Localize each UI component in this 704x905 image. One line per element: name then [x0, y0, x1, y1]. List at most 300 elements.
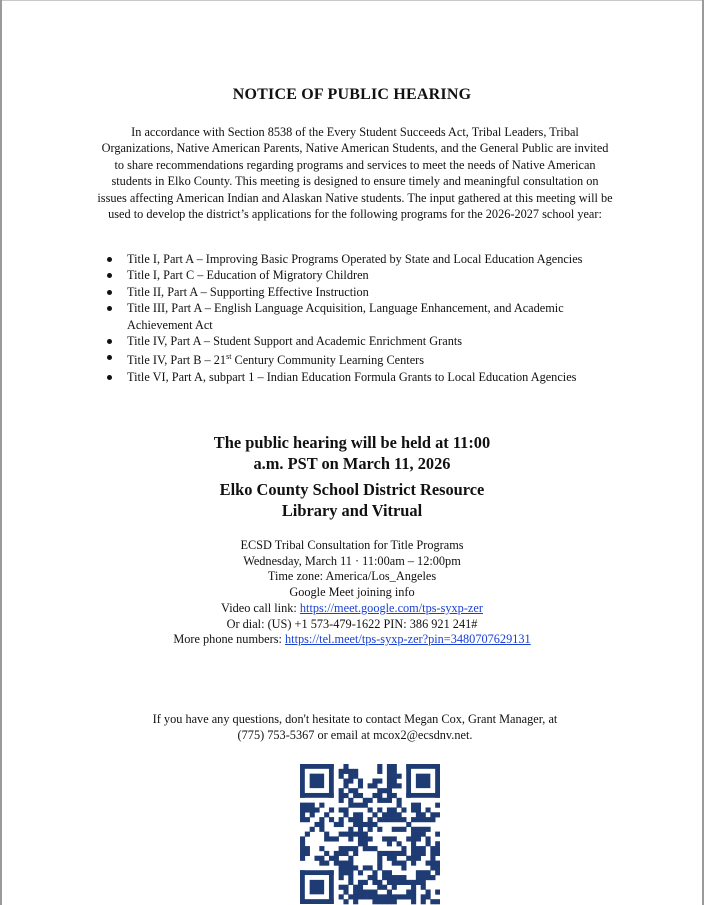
- qr-module: [416, 827, 421, 832]
- qr-module: [372, 894, 377, 899]
- program-item: [104, 349, 624, 369]
- qr-module: [358, 822, 363, 827]
- qr-module: [426, 817, 431, 822]
- contact-line1: If you have any questions, don't hesitate to contact Megan Cox, Grant Manager, at: [152, 712, 558, 726]
- qr-module: [421, 870, 426, 875]
- qr-module: [305, 846, 310, 851]
- qr-module: [353, 812, 358, 817]
- qr-module: [372, 812, 377, 817]
- qr-module: [353, 803, 358, 808]
- meeting-timezone: Time zone: America/Los_Angeles: [267, 569, 437, 584]
- qr-module: [401, 846, 406, 851]
- qr-module: [377, 807, 382, 812]
- qr-module: [319, 817, 324, 822]
- qr-module: [421, 812, 426, 817]
- qr-module: [372, 846, 377, 851]
- qr-module: [382, 885, 387, 890]
- qr-module: [430, 865, 435, 870]
- qr-module: [343, 778, 348, 783]
- qr-module: [411, 856, 416, 861]
- qr-module: [358, 894, 363, 899]
- qr-module: [377, 899, 382, 904]
- qr-module: [353, 774, 358, 779]
- qr-module: [358, 783, 363, 788]
- qr-module: [358, 890, 363, 895]
- qr-module: [377, 817, 382, 822]
- qr-module: [382, 851, 387, 856]
- qr-module: [416, 836, 421, 841]
- qr-module: [397, 875, 402, 880]
- qr-module: [411, 841, 416, 846]
- qr-module: [319, 822, 324, 827]
- qr-modules: [300, 764, 440, 904]
- video-call-row: [0, 601, 704, 617]
- qr-module: [387, 774, 392, 779]
- qr-module: [348, 856, 353, 861]
- more-phones-label: More phone numbers:: [173, 632, 285, 647]
- qr-module: [416, 803, 421, 808]
- qr-module: [358, 803, 363, 808]
- qr-module: [363, 865, 368, 870]
- qr-module: [430, 856, 435, 861]
- qr-module: [411, 803, 416, 808]
- hearing-time-line2: a.m. PST on March 11, 2026: [253, 454, 451, 473]
- qr-module: [329, 836, 334, 841]
- qr-module: [363, 846, 368, 851]
- qr-module: [426, 836, 431, 841]
- qr-module: [363, 894, 368, 899]
- qr-module: [339, 861, 344, 866]
- qr-module: [411, 880, 416, 885]
- qr-module: [421, 875, 426, 880]
- qr-module: [348, 803, 353, 808]
- hearing-location-line2: Library and Vitrual: [281, 501, 423, 520]
- qr-module: [339, 817, 344, 822]
- qr-module: [314, 807, 319, 812]
- qr-module: [358, 827, 363, 832]
- qr-module: [416, 846, 421, 851]
- qr-module: [353, 788, 358, 793]
- qr-finder: [300, 870, 305, 904]
- program-text-superscript: st: [226, 352, 232, 362]
- qr-module: [348, 798, 353, 803]
- qr-module: [421, 880, 426, 885]
- qr-module: [372, 783, 377, 788]
- qr-module: [377, 769, 382, 774]
- qr-module: [300, 836, 305, 841]
- qr-finder: [300, 870, 334, 875]
- qr-module: [382, 798, 387, 803]
- qr-finder: [310, 880, 324, 894]
- qr-module: [324, 861, 329, 866]
- qr-module: [310, 807, 315, 812]
- qr-module: [363, 836, 368, 841]
- qr-module: [397, 774, 402, 779]
- qr-module: [339, 875, 344, 880]
- qr-module: [421, 846, 426, 851]
- qr-finder: [310, 774, 324, 788]
- qr-module: [430, 899, 435, 904]
- qr-module: [397, 798, 402, 803]
- qr-module: [343, 861, 348, 866]
- qr-module: [377, 778, 382, 783]
- qr-module: [372, 793, 377, 798]
- qr-module: [377, 827, 382, 832]
- qr-finder: [406, 764, 411, 798]
- qr-finder: [329, 870, 334, 904]
- qr-module: [435, 861, 440, 866]
- qr-module: [430, 846, 435, 851]
- qr-module: [382, 899, 387, 904]
- qr-module: [368, 783, 373, 788]
- qr-module: [348, 880, 353, 885]
- qr-module: [368, 836, 373, 841]
- qr-module: [377, 894, 382, 899]
- qr-module: [310, 803, 315, 808]
- qr-module: [310, 827, 315, 832]
- qr-module: [406, 836, 411, 841]
- qr-module: [348, 861, 353, 866]
- qr-module: [387, 764, 392, 769]
- qr-module: [339, 793, 344, 798]
- program-text: Title VI, Part A, subpart 1 – Indian Education Formula Grants to Local Education Agencies: [127, 369, 577, 384]
- qr-module: [430, 875, 435, 880]
- qr-module: [300, 817, 305, 822]
- qr-module: [339, 774, 344, 779]
- qr-module: [343, 846, 348, 851]
- qr-module: [397, 783, 402, 788]
- qr-module: [387, 894, 392, 899]
- meeting-joining-heading: Google Meet joining info: [289, 585, 415, 600]
- qr-module: [387, 856, 392, 861]
- qr-module: [392, 793, 397, 798]
- program-item: [104, 333, 624, 349]
- qr-module: [387, 875, 392, 880]
- contact-paragraph: [96, 711, 614, 744]
- qr-module: [397, 861, 402, 866]
- page-title: NOTICE OF PUBLIC HEARING: [232, 86, 472, 103]
- qr-module: [435, 832, 440, 837]
- program-text: Title IV, Part A – Student Support and Academic Enrichment Grants: [127, 334, 463, 349]
- qr-module: [435, 846, 440, 851]
- qr-module: [339, 822, 344, 827]
- qr-module: [401, 807, 406, 812]
- qr-module: [353, 865, 358, 870]
- qr-module: [343, 899, 348, 904]
- qr-module: [377, 861, 382, 866]
- qr-module: [368, 846, 373, 851]
- qr-module: [387, 836, 392, 841]
- bullet-icon: [107, 273, 112, 278]
- qr-module: [363, 880, 368, 885]
- qr-module: [392, 856, 397, 861]
- qr-module: [421, 817, 426, 822]
- video-call-label: Video call link:: [221, 600, 300, 615]
- qr-module: [339, 769, 344, 774]
- qr-module: [411, 851, 416, 856]
- qr-module: [368, 817, 373, 822]
- qr-module: [372, 778, 377, 783]
- qr-module: [334, 851, 339, 856]
- qr-module: [392, 861, 397, 866]
- qr-module: [392, 899, 397, 904]
- qr-module: [348, 870, 353, 875]
- qr-module: [353, 793, 358, 798]
- qr-module: [358, 778, 363, 783]
- more-phones-row: [0, 632, 704, 648]
- qr-module: [329, 817, 334, 822]
- qr-module: [348, 894, 353, 899]
- qr-module: [300, 856, 305, 861]
- hearing-time: [0, 432, 704, 474]
- qr-module: [339, 894, 344, 899]
- qr-module: [343, 885, 348, 890]
- qr-module: [392, 875, 397, 880]
- qr-module: [382, 836, 387, 841]
- qr-module: [348, 836, 353, 841]
- page-top-edge: [0, 0, 704, 1]
- qr-module: [377, 764, 382, 769]
- qr-module: [392, 885, 397, 890]
- qr-module: [319, 856, 324, 861]
- qr-module: [377, 798, 382, 803]
- qr-module: [310, 812, 315, 817]
- qr-module: [353, 890, 358, 895]
- qr-module: [319, 803, 324, 808]
- qr-module: [300, 807, 305, 812]
- qr-module: [348, 875, 353, 880]
- qr-module: [387, 890, 392, 895]
- qr-module: [387, 807, 392, 812]
- qr-module: [339, 807, 344, 812]
- qr-module: [401, 894, 406, 899]
- qr-module: [358, 812, 363, 817]
- qr-module: [372, 875, 377, 880]
- qr-module: [411, 817, 416, 822]
- intro-paragraph: In accordance with Section 8538 of the Every Student Succeeds Act, Tribal Leaders, Tribal Organizations, Native American Parents, Native American Students, and the General Public are invited to share recommendations regarding programs and services to meet the needs of Native American students in Elko County. This meeting is designed to ensure timely and meaningful consultation on issues affecting American Indian and Alaskan Native students. The input gathered at this meeting will be used to develop the district’s applications for the following programs for the 2026-2027 school year:: [97, 125, 613, 222]
- program-text: Title II, Part A – Supporting Effective Instruction: [127, 284, 369, 299]
- qr-module: [368, 807, 373, 812]
- qr-module: [334, 856, 339, 861]
- qr-module: [426, 894, 431, 899]
- qr-module: [363, 832, 368, 837]
- qr-module: [353, 885, 358, 890]
- qr-module: [392, 778, 397, 783]
- qr-module: [319, 861, 324, 866]
- qr-module: [392, 817, 397, 822]
- qr-module: [435, 841, 440, 846]
- qr-module: [339, 865, 344, 870]
- qr-module: [305, 803, 310, 808]
- hearing-time-line1: The public hearing will be held at 11:00: [213, 433, 491, 452]
- qr-module: [406, 880, 411, 885]
- qr-module: [421, 899, 426, 904]
- qr-module: [387, 783, 392, 788]
- more-phones-link[interactable]: https://tel.meet/tps-syxp-zer?pin=3480707629131: [285, 632, 531, 647]
- qr-module: [368, 822, 373, 827]
- qr-module: [411, 846, 416, 851]
- qr-module: [339, 870, 344, 875]
- qr-module: [397, 803, 402, 808]
- qr-module: [377, 793, 382, 798]
- qr-module: [392, 769, 397, 774]
- qr-module: [382, 894, 387, 899]
- qr-module: [372, 880, 377, 885]
- qr-module: [348, 774, 353, 779]
- qr-module: [411, 827, 416, 832]
- qr-module: [353, 846, 358, 851]
- qr-finder: [300, 899, 334, 904]
- qr-module: [406, 890, 411, 895]
- qr-module: [430, 851, 435, 856]
- qr-module: [363, 890, 368, 895]
- program-item: [104, 251, 624, 267]
- qr-module: [339, 851, 344, 856]
- qr-module: [343, 832, 348, 837]
- qr-module: [416, 817, 421, 822]
- qr-module: [416, 856, 421, 861]
- qr-module: [348, 865, 353, 870]
- qr-module: [305, 807, 310, 812]
- qr-module: [416, 807, 421, 812]
- qr-module: [426, 890, 431, 895]
- qr-module: [343, 764, 348, 769]
- qr-module: [377, 856, 382, 861]
- qr-module: [343, 812, 348, 817]
- qr-module: [329, 856, 334, 861]
- qr-module: [368, 875, 373, 880]
- qr-module: [358, 841, 363, 846]
- qr-module: [339, 832, 344, 837]
- qr-module: [397, 851, 402, 856]
- bullet-icon: [107, 355, 112, 360]
- qr-module: [324, 812, 329, 817]
- qr-module: [411, 890, 416, 895]
- qr-module: [387, 793, 392, 798]
- qr-module: [426, 861, 431, 866]
- qr-module: [382, 812, 387, 817]
- qr-module: [401, 875, 406, 880]
- qr-module: [353, 822, 358, 827]
- qr-module: [397, 827, 402, 832]
- meeting-name: ECSD Tribal Consultation for Title Programs: [240, 538, 464, 552]
- program-item: [104, 267, 624, 283]
- qr-module: [377, 851, 382, 856]
- contact-line2: (775) 753-5367 or email at mcox2@ecsdnv.net.: [237, 728, 473, 743]
- qr-module: [358, 836, 363, 841]
- qr-module: [353, 899, 358, 904]
- qr-finder: [300, 764, 334, 769]
- qr-module: [401, 817, 406, 822]
- video-call-link[interactable]: https://meet.google.com/tps-syxp-zer: [299, 600, 483, 615]
- qr-finder: [300, 764, 305, 798]
- qr-module: [387, 841, 392, 846]
- qr-module: [382, 875, 387, 880]
- qr-module: [435, 865, 440, 870]
- qr-module: [343, 783, 348, 788]
- qr-module: [363, 841, 368, 846]
- qr-module: [300, 846, 305, 851]
- qr-module: [406, 822, 411, 827]
- qr-module: [387, 817, 392, 822]
- qr-module: [430, 812, 435, 817]
- qr-module: [387, 899, 392, 904]
- qr-module: [397, 817, 402, 822]
- qr-module: [324, 851, 329, 856]
- hearing-location: [0, 479, 704, 521]
- qr-module: [372, 899, 377, 904]
- qr-module: [411, 832, 416, 837]
- qr-module: [387, 788, 392, 793]
- qr-module: [401, 851, 406, 856]
- program-text-post: Century Community Learning Centers: [231, 353, 425, 368]
- qr-module: [343, 890, 348, 895]
- qr-module: [358, 885, 363, 890]
- qr-module: [392, 783, 397, 788]
- bullet-icon: [107, 339, 112, 344]
- bullet-icon: [107, 257, 112, 262]
- qr-module: [397, 894, 402, 899]
- qr-module: [300, 841, 305, 846]
- qr-module: [387, 778, 392, 783]
- qr-module: [435, 803, 440, 808]
- qr-finder: [329, 764, 334, 798]
- qr-finder: [300, 793, 334, 798]
- qr-finder: [435, 764, 440, 798]
- qr-module: [382, 870, 387, 875]
- qr-module: [435, 812, 440, 817]
- qr-module: [392, 812, 397, 817]
- qr-module: [348, 769, 353, 774]
- qr-finder: [406, 793, 440, 798]
- qr-module: [334, 822, 339, 827]
- qr-module: [421, 894, 426, 899]
- qr-module: [377, 885, 382, 890]
- qr-module: [372, 822, 377, 827]
- bullet-icon: [107, 306, 112, 311]
- qr-module: [401, 861, 406, 866]
- qr-finder: [416, 774, 430, 788]
- qr-module: [421, 827, 426, 832]
- qr-module: [392, 894, 397, 899]
- qr-module: [363, 803, 368, 808]
- program-item: [104, 300, 624, 333]
- qr-module: [387, 812, 392, 817]
- qr-module: [358, 832, 363, 837]
- qr-module: [387, 798, 392, 803]
- qr-module: [416, 875, 421, 880]
- qr-module: [406, 856, 411, 861]
- qr-module: [314, 822, 319, 827]
- qr-module: [435, 890, 440, 895]
- qr-module: [319, 827, 324, 832]
- qr-module: [392, 880, 397, 885]
- qr-module: [411, 807, 416, 812]
- program-text-pre: Title IV, Part B – 21: [127, 353, 227, 368]
- qr-module: [430, 861, 435, 866]
- qr-module: [411, 899, 416, 904]
- qr-module: [397, 812, 402, 817]
- qr-module: [343, 769, 348, 774]
- qr-finder: [406, 764, 440, 769]
- qr-module: [377, 880, 382, 885]
- qr-module: [377, 788, 382, 793]
- qr-module: [401, 865, 406, 870]
- qr-module: [363, 822, 368, 827]
- qr-module: [334, 861, 339, 866]
- dial-in-info: Or dial: (US) +1 573-479-1622 PIN: 386 921 241#: [226, 616, 478, 631]
- program-text: Title III, Part A – English Language Acquisition, Language Enhancement, and Academic Achievement Act: [127, 301, 564, 332]
